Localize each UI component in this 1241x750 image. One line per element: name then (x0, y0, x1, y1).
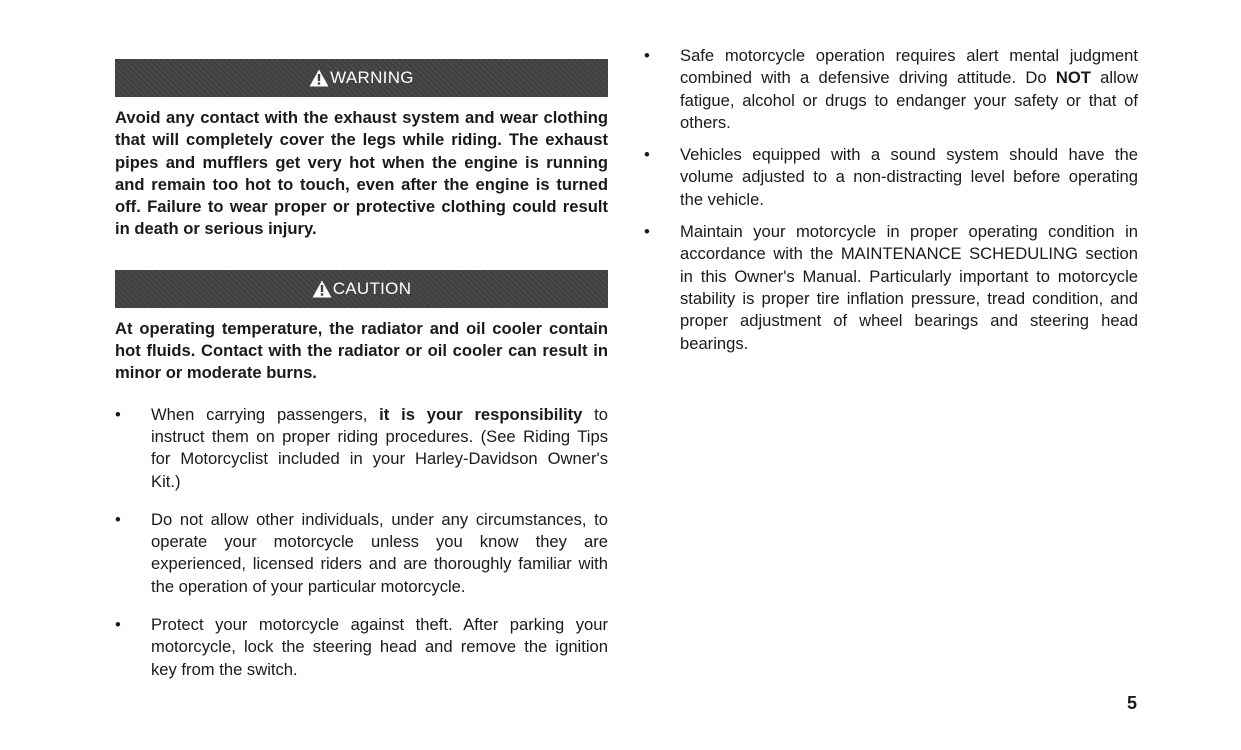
list-item-emphasis: NOT (1055, 68, 1091, 88)
bullet-icon: • (115, 509, 121, 529)
list-item-text: Vehicles equipped with a sound system should have the volume adjusted to a non-distracting level before operating the vehicle. (680, 145, 1138, 209)
caution-text: At operating temperature, the radiator and oil cooler contain hot fluids. Contact with the radiator or oil cooler can result in minor or moderate burns. (115, 318, 608, 383)
bullet-icon: • (644, 46, 650, 65)
warning-label: WARNING (330, 68, 414, 87)
warning-triangle-icon (309, 69, 329, 87)
list-item (115, 404, 608, 493)
list-item-text: Do not allow other individuals, under any circumstances, to operate your motorcycle unless you know they are experienced, licensed riders and are thoroughly familiar with the operation of your particular motorcycle. (151, 509, 608, 596)
list-item-emphasis: it is your responsibility (379, 404, 583, 424)
bullet-icon: • (115, 615, 121, 635)
list-item (115, 509, 608, 598)
right-bullet-list (644, 45, 1138, 355)
list-item-text: Maintain your motorcycle in proper operating condition in accordance with the MAINTENANCE SCHEDULING section in this Owner's Manual. Particularly important to motorcycle stability is proper tire inflation pressure, tread condition, and proper adjustment of wheel bearings and steering head bearings. (680, 222, 1138, 353)
left-bullet-list (115, 404, 608, 681)
warning-text: Avoid any contact with the exhaust system and wear clothing that will completely cover the legs while riding. The exhaust pipes and mufflers get very hot when the engine is running and remain too hot to touch, even after the engine is turned off. Failure to wear proper or protective clothing could result in death or serious injury. (115, 108, 608, 239)
bullet-icon: • (115, 404, 121, 424)
bullet-icon: • (644, 145, 650, 165)
list-item (644, 221, 1138, 355)
left-column (115, 59, 608, 681)
warning-header-bar (115, 59, 608, 97)
list-item-text: Protect your motorcycle against theft. After parking your motorcycle, lock the steering head and remove the ignition key from the switch. (151, 615, 608, 679)
caution-label: CAUTION (332, 278, 412, 298)
warning-triangle-icon (312, 280, 332, 298)
list-item-text-end: allow fatigue, alcohol or drugs to endanger your safety or that of others. (680, 68, 1138, 132)
caution-header-bar (115, 270, 608, 308)
bullet-icon: • (644, 222, 650, 242)
list-item-text-start: When carrying passengers, (151, 404, 380, 424)
right-column (644, 45, 1138, 355)
list-item-text-end: to instruct them on proper riding procedures. (See Riding Tips for Motorcyclist included in your Harley-Davidson Owner's Kit.) (151, 404, 608, 491)
list-item-text-start: Safe motorcycle operation requires alert mental judgment combined with a defensive driving attitude. Do (680, 46, 1138, 88)
page-number: 5 (1126, 693, 1137, 713)
caution-notice (115, 270, 608, 385)
list-item (115, 614, 608, 681)
list-item (644, 45, 1138, 134)
warning-notice (115, 59, 608, 241)
list-item (644, 144, 1138, 211)
